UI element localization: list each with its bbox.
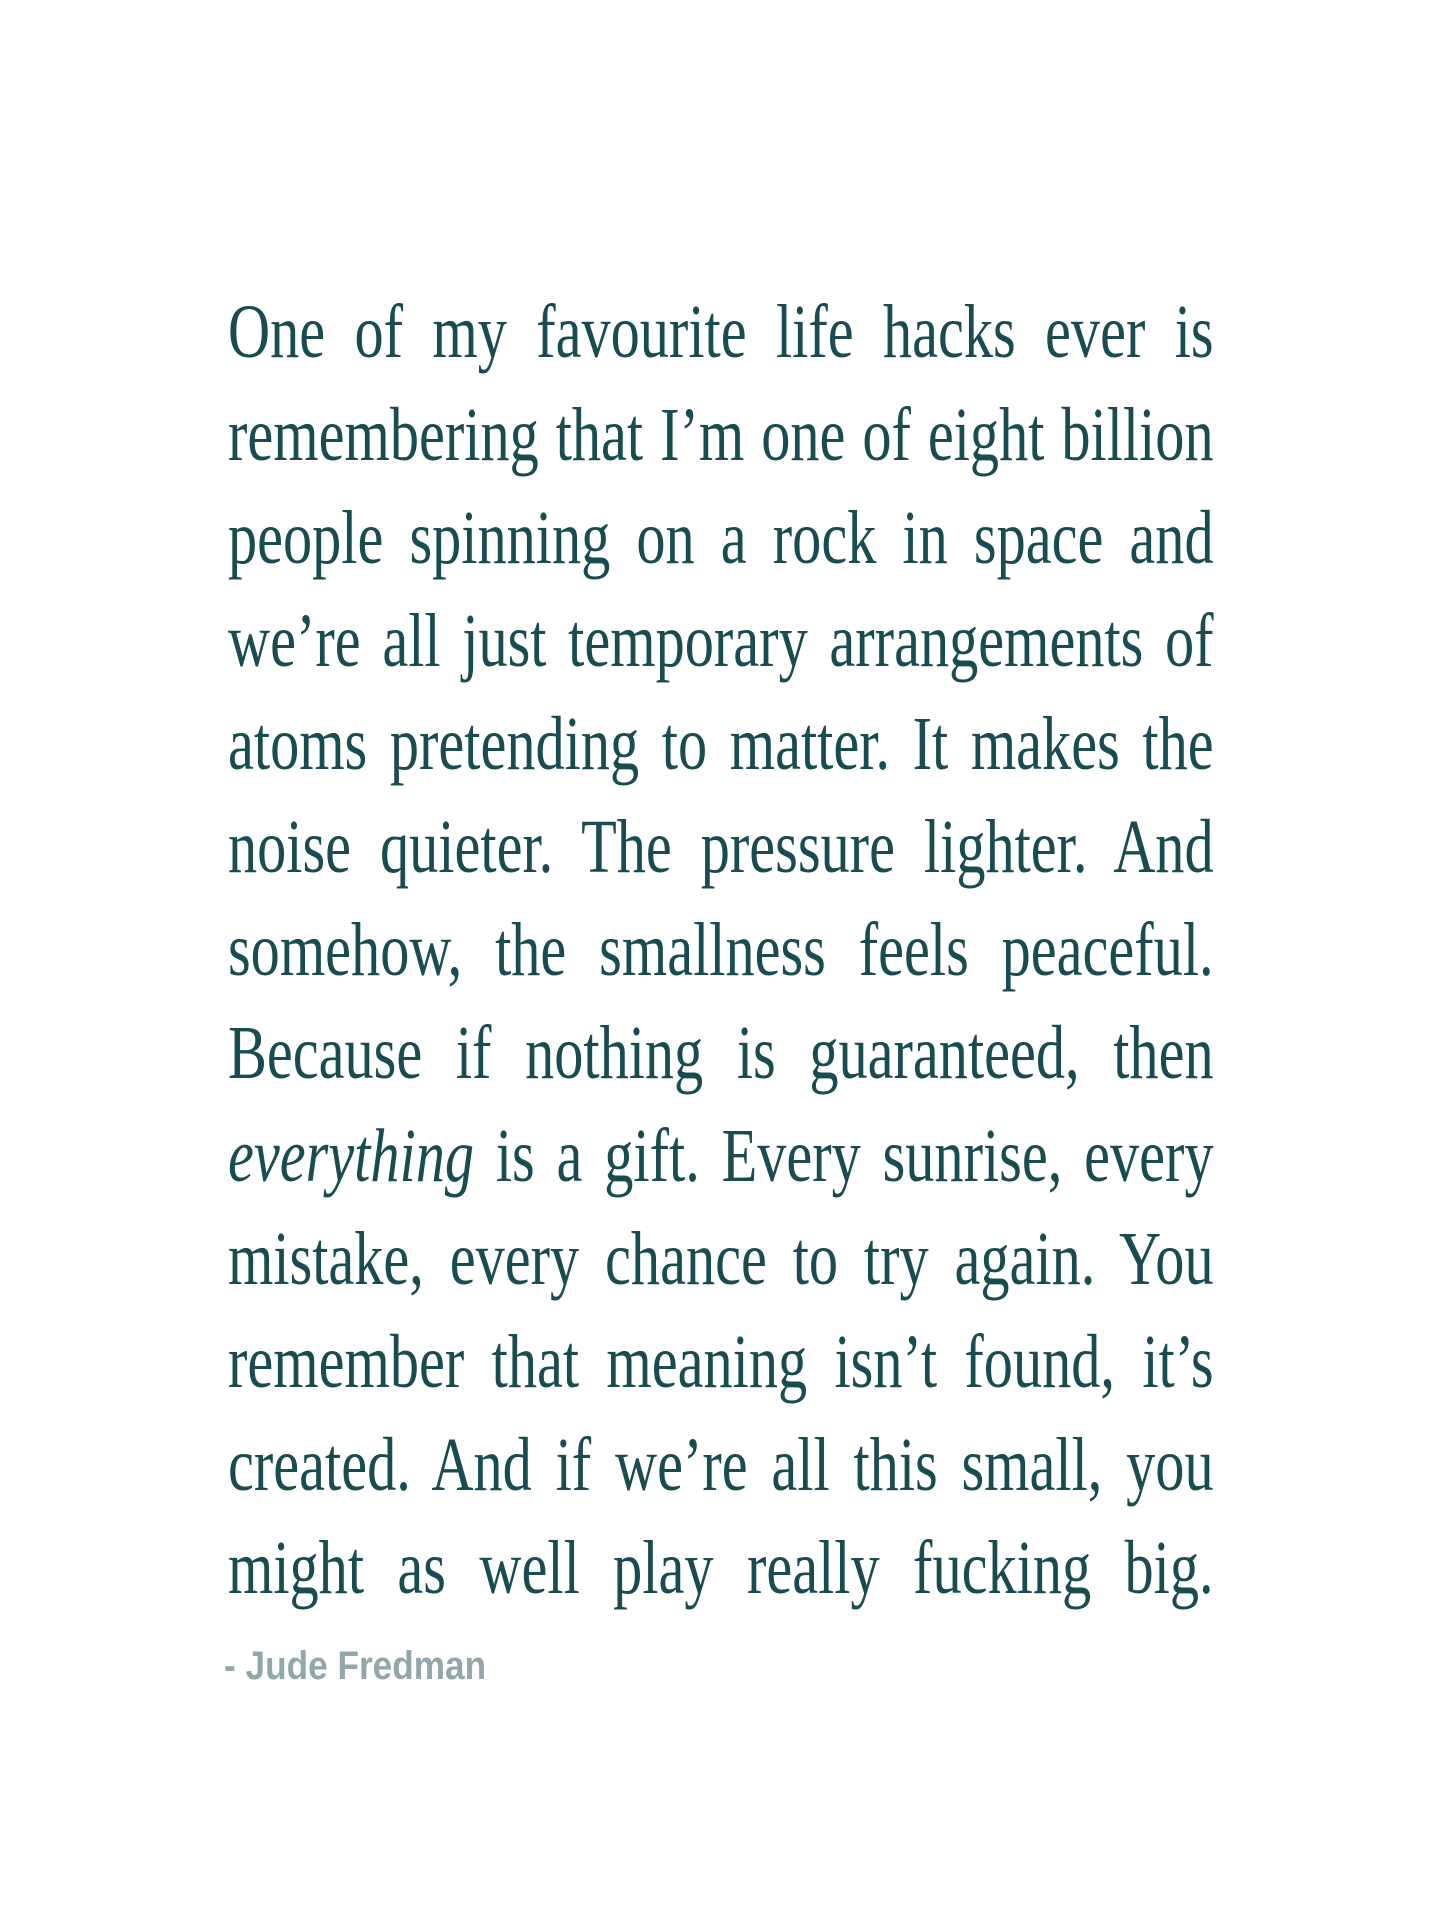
- quote-segment: noise quieter. The pressure lighter. And: [228, 805, 1214, 889]
- quote-line: [228, 899, 1214, 1002]
- quote-segment: atoms pretending to matter. It makes the: [228, 702, 1214, 786]
- quote-segment: is a gift. Every sunrise, every: [474, 1114, 1214, 1198]
- quote-line: [228, 487, 1214, 590]
- quote-segment: One of my favourite life hacks ever is: [228, 290, 1214, 374]
- quote-line: [228, 693, 1214, 796]
- quote-segment: people spinning on a rock in space and: [228, 496, 1214, 580]
- quote-line: [228, 1517, 1214, 1620]
- quote-line: [228, 1105, 1214, 1208]
- quote-line: [228, 1002, 1214, 1105]
- quote-line: [228, 281, 1214, 384]
- quote-line: [228, 590, 1214, 693]
- quote-segment: remember that meaning isn’t found, it’s: [228, 1320, 1214, 1404]
- quote-segment: remembering that I’m one of eight billion: [228, 393, 1214, 477]
- quote-italic-word: everything: [228, 1114, 475, 1198]
- quote-line: [228, 1208, 1214, 1311]
- quote-segment: mistake, every chance to try again. You: [228, 1217, 1214, 1301]
- attribution-text: [224, 1646, 486, 1686]
- quote-segment: somehow, the smallness feels peaceful.: [228, 908, 1214, 992]
- quote-line: [228, 1311, 1214, 1414]
- quote-segment: Because if nothing is guaranteed, then: [228, 1011, 1214, 1095]
- quote-segment: created. And if we’re all this small, you: [228, 1423, 1214, 1507]
- quote-segment: might as well play really fucking big.: [228, 1526, 1214, 1610]
- attribution-label: - Jude Fredman: [224, 1644, 487, 1688]
- quote-line: [228, 1414, 1214, 1517]
- quote-line: [228, 796, 1214, 899]
- quote-segment: we’re all just temporary arrangements of: [228, 599, 1214, 683]
- quote-text-block: [228, 281, 1214, 1620]
- quote-line: [228, 384, 1214, 487]
